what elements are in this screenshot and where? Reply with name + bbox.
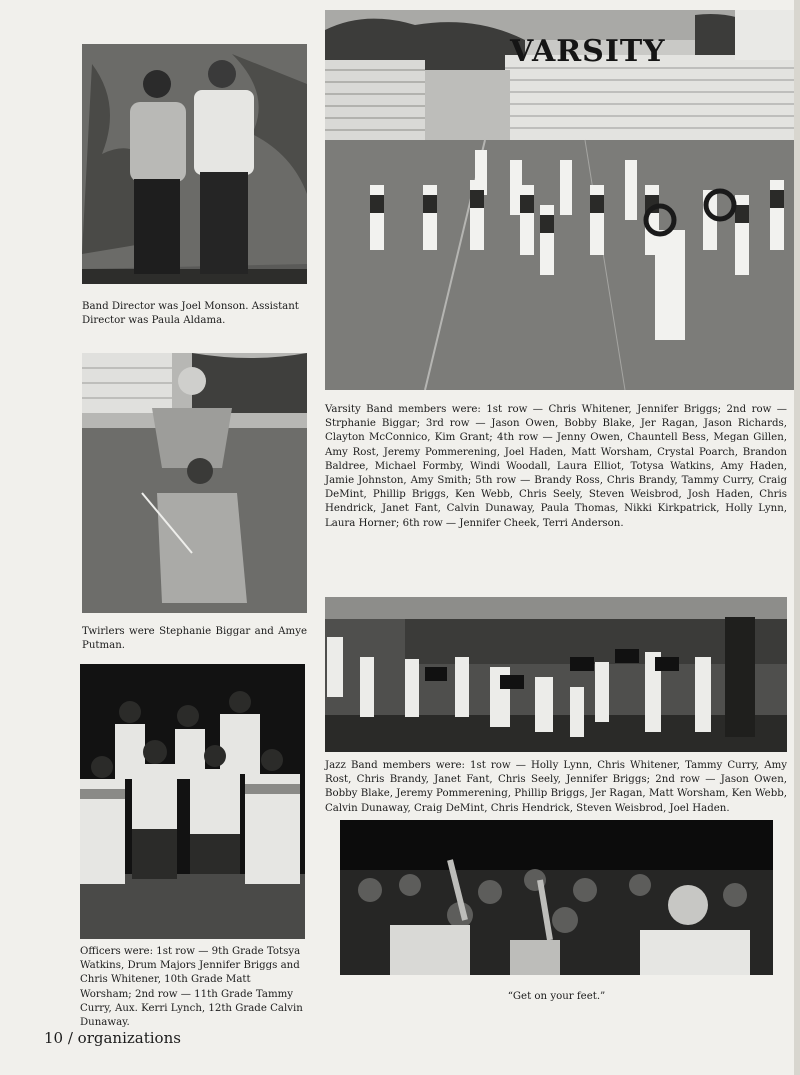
officers-photo xyxy=(80,664,305,939)
varsity-photo xyxy=(325,10,798,390)
twirlers-photo xyxy=(82,353,307,613)
page-edge xyxy=(794,0,800,1075)
directors-caption: Band Director was Joel Monson. Assistant Director was Paula Aldama. xyxy=(82,301,299,327)
jazz-band-photo xyxy=(325,597,787,752)
varsity-caption: Varsity Band members were: 1st row — Chris Whitener, Jennifer Briggs; 2nd row — Strphanie Biggar; 3rd row — Jason Owen, Bobby Blake, Jer Ragan, Jason Richards, Clayton McConnico, Kim Grant; 4th row — Jenny Owen, Chauntell Bess, Megan Gillen, Amy Rost, Jeremy Pommerening, Joel Haden, Matt Worsham, Crystal Poarch, Brandon Baldree, Michael Formby, Windi Woodall, Laura Elliot, Totysa Watkins, Amy Haden, Jamie Johnston, Amy Smith; 5th row — Brandy Ross, Chris Brandy, Tammy Curry, Craig DeMint, Phillip Briggs, Ken Webb, Chris Seely, Steven Weisbrod, Josh Haden, Chris Hendrick, Janet Fant, Calvin Dunaway, Paula Thomas, Nikki Kirkpatrick, Holly Lynn, Laura Horner; 6th row — Jennifer Cheek, Terri Anderson. xyxy=(325,404,787,529)
crowd-caption: “Get on your feet.” xyxy=(507,991,606,1002)
twirlers-caption: Twirlers were Stephanie Biggar and Amye Putman. xyxy=(82,626,307,652)
page-folio: 10 / organizations xyxy=(44,1029,181,1047)
crowd-photo xyxy=(340,820,773,975)
officers-caption: Officers were: 1st row — 9th Grade Totsya Watkins, Drum Majors Jennifer Briggs and Chris Whitener, 10th Grade Matt Worsham; 2nd row — 11th Grade Tammy Curry, Aux. Kerri Lynch, 12th Grade Calvin Dunaway. xyxy=(80,946,303,1029)
varsity-title: VARSITY xyxy=(510,34,666,69)
jazz-band-caption: Jazz Band members were: 1st row — Holly Lynn, Chris Whitener, Tammy Curry, Amy Rost, Chris Brandy, Janet Fant, Chris Seely, Jennifer Briggs; 2nd row — Jason Owen, Bobby Blake, Jeremy Pommerening, Phillip Briggs, Jer Ragan, Matt Worsham, Ken Webb, Calvin Dunaway, Craig DeMint, Chris Hendrick, Steven Weisbrod, Joel Haden. xyxy=(325,760,787,814)
directors-photo xyxy=(82,44,307,284)
